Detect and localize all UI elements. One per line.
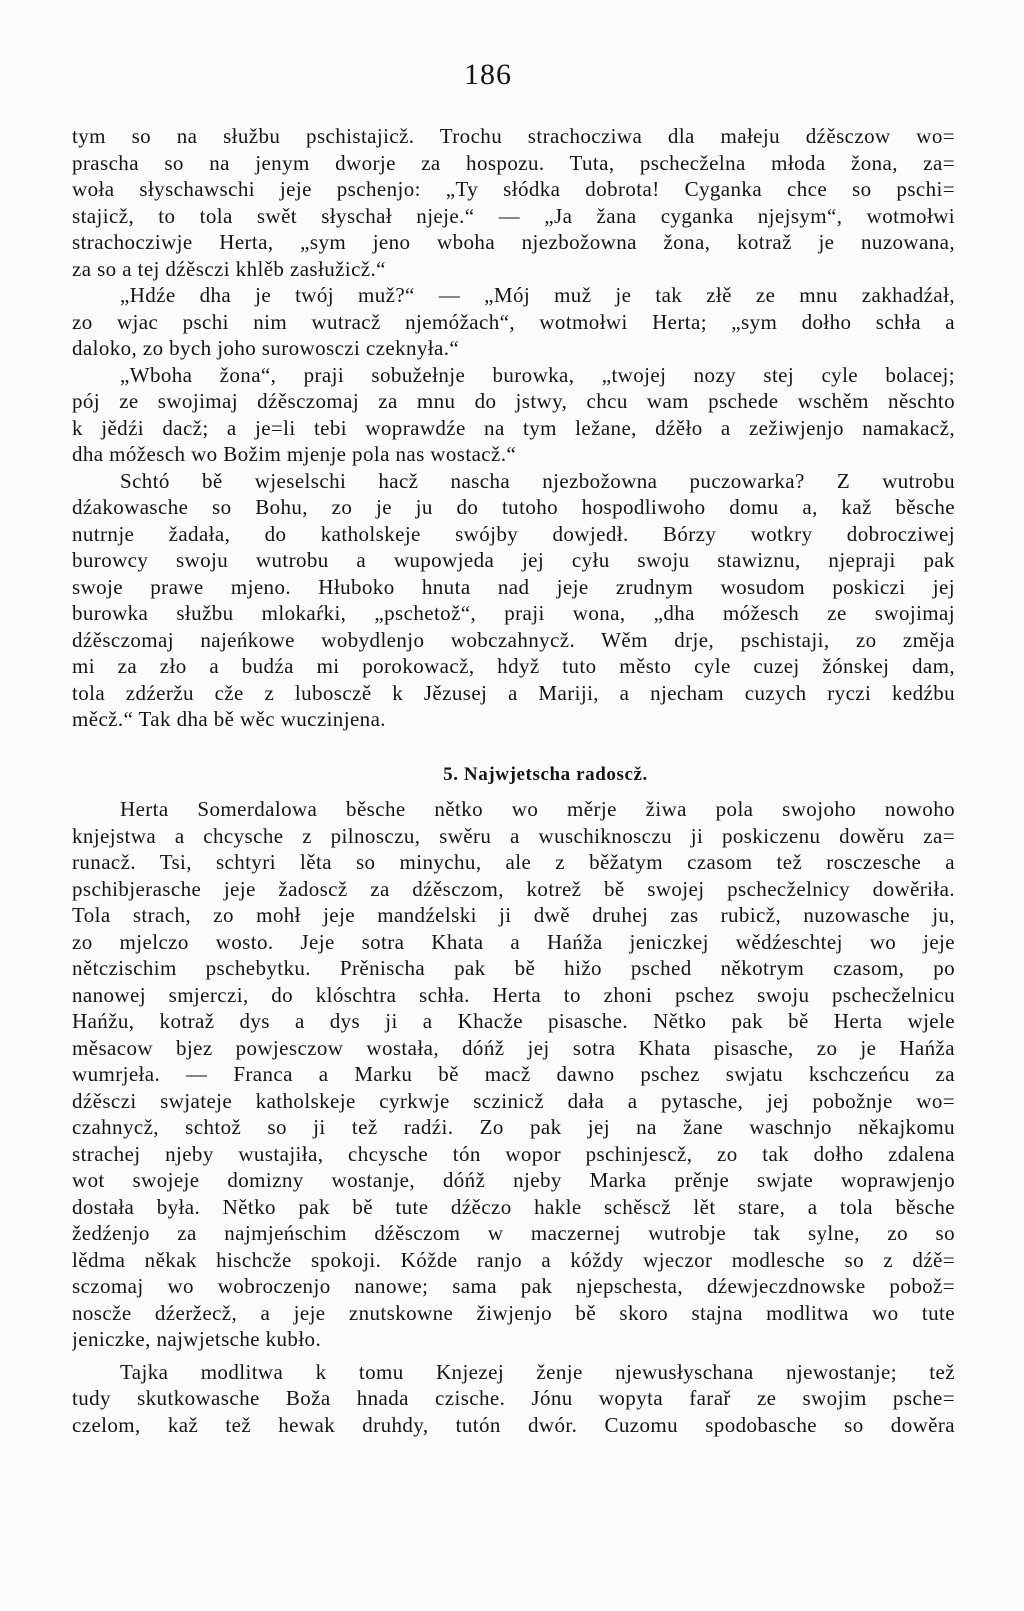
text-line: za so a tej dźěsczi khlěb zasłužicž.“ (72, 256, 386, 281)
paragraph (72, 123, 955, 282)
text-line: dźěsczi swjateje katholskeje cyrkwje sczinicž dała a pytasche, jej pobožnje wo= (72, 1088, 955, 1113)
text-line: zo mjelczo wosto. Jeje sotra Khata a Hańža jeniczkej wědźeschtej wo jeje (72, 929, 955, 954)
text-line: Tajka modlitwa k tomu Knjezej ženje njewusłyschana njewostanje; tež (120, 1359, 955, 1384)
text-line: nanowej smjerczi, do klóschtra schła. Herta to zhoni pschez swoju pschecželnicu (72, 982, 955, 1007)
text-line: Tola strach, zo mohł jeje mandźelski ji dwě druhej zas rubicž, nuzowasche ju, (72, 903, 955, 927)
text-line: Herta Somerdalowa běsche nětko wo měrje žiwa pola swojoho nowoho (120, 797, 955, 821)
text-line: burowcy swoju wutrobu a wupowjeda jej cyłu swoju stawiznu, njepraji pak (72, 548, 955, 572)
text-line: žedźenjo za najmjeńschim dźěsczom w maczernej wutrobje tak sylne, zo so (72, 1221, 955, 1245)
text-line: noscže dźeržecž, a jeje znutskowne žiwjenjo bě skoro stajna modlitwa wo tute (72, 1300, 955, 1325)
text-line: dźakowasche so Bohu, zo je ju do tutoho hospodliwoho domu a, kaž běsche (72, 495, 955, 519)
text-line: sczomaj wo wobroczenjo nanowe; sama pak njepschesta, dźewjeczdnowske pobož= (72, 1274, 955, 1298)
text-line: Hańžu, kotraž dys a dys ji a Khacže pisasche. Nětko pak bě Herta wjele (72, 1009, 955, 1033)
paragraph (72, 1359, 955, 1439)
section-heading: 5. Najwjetscha radoscž. (443, 764, 648, 785)
section-text-block (72, 796, 955, 1438)
text-line: dostała była. Nětko pak bě tute dźěczo hakle schěscž lět stare, a tola běsche (72, 1194, 955, 1219)
paragraph (72, 362, 955, 468)
text-line: měsacow bjez powjesczow wostała, dóńž jej sotra Khata pisasche, zo je Hańža (72, 1035, 955, 1060)
text-line: dha móžesch wo Božim mjenje pola nas wostacž.“ (72, 442, 517, 466)
text-line: nutrnje žadała, do katholskeje swójby dowjedł. Bórzy wotkry dobrocziwej (72, 521, 955, 546)
text-line: woła słyschawschi jeje pschenjo: „Ty słódka dobrota! Cyganka chce so pschi= (72, 177, 955, 201)
text-line: zo wjac pschi nim wutracž njemóžach“, wotmołwi Herta; „sym dołho schła a (72, 309, 955, 334)
text-line: czelom, kaž tež hewak druhdy, tutón dwór. Cuzomu spodobasche so dowěra (72, 1412, 955, 1437)
text-line: „Hdźe dha je twój muž?“ — „Mój muž je tak złě ze mnu zakhadźał, (120, 283, 955, 307)
text-line: tola zdźeržu cže z lubosczě k Jězusej a Mariji, a njecham cuzych ryczi kedźbu (72, 680, 955, 705)
text-line: strachej njeby wustajiła, chcysche tón wopor pschinjescž, zo tak dołho zdalena (72, 1141, 955, 1166)
text-line: mi za zło a budźa mi porokowacž, hdyž tuto město cyle cuzej žónskej dam, (72, 654, 955, 678)
text-line: wot swojeje domizny wostanje, dóńž njeby Marka prěnje swjate woprawjenjo (72, 1168, 955, 1192)
text-line: pschibjerasche jeje žadoscž za dźěsczom, kotrež bě swojej pschecželnicy dowěriła. (72, 876, 955, 901)
text-line: stajicž, to tola swět słyschał njeje.“ — „Ja žana cyganka njejsym“, wotmołwi (72, 203, 955, 228)
text-line: tudy skutkowasche Boža hnada czische. Jónu wopyta farař ze swojim psche= (72, 1386, 955, 1410)
text-line: pój ze swojimaj dźěsczomaj za mnu do jstwy, chcu wam pschede wschěm něschto (72, 389, 955, 413)
text-line: jeniczke, najwjetsche kubło. (72, 1327, 322, 1351)
paragraph (72, 282, 955, 362)
text-line: „Wboha žona“, praji sobužełnje burowka, „twojej nozy stej cyle bolacej; (120, 362, 955, 387)
text-line: Schtó bě wjeselschi hacž nascha njezbožowna puczowarka? Z wutrobu (120, 468, 955, 493)
text-line: runacž. Tsi, schtyri lěta so minychu, ale z běžatym czasom tež rosczesche a (72, 850, 955, 874)
text-block (72, 123, 955, 733)
text-line: lědma někak hischcže spokoji. Kóžde ranjo a kóždy wjeczor modlesche so z dźě= (72, 1247, 955, 1272)
text-line: czahnycž, schtož so ji tež radźi. Zo pak jej na žane waschnjo někajkomu (72, 1115, 955, 1139)
text-line: tym so na słužbu pschistajicž. Trochu strachocziwa dla małeju dźěsczow wo= (72, 124, 955, 148)
text-line: nětczischim pschebytku. Prěnischa pak bě hižo psched někotrym czasom, po (72, 956, 955, 980)
text-line: daloko, zo bych joho surowosczi czeknyła.“ (72, 336, 460, 360)
text-line: dźěsczomaj najeńkowe wobydlenjo wobczahnycž. Wěm drje, pschistaji, zo změja (72, 627, 955, 652)
text-line: wumrjeła. — Franca a Marku bě macž dawno pschez swjatu kschczeńcu za (72, 1062, 955, 1086)
text-line: měcž.“ Tak dha bě wěc wuczinjena. (72, 707, 386, 731)
text-line: burowka słužbu mlokaŕki, „pschetož“, praji wona, „dha móžesch ze swojimaj (72, 601, 955, 625)
paragraph (72, 468, 955, 733)
text-line: k jědźi dacž; a je=li tebi woprawdźe na tym ležane, dźěło a zežiwjenjo namakacž, (72, 415, 955, 440)
text-line: knjejstwa a chcysche z pilnosczu, swěru a wuschiknosczu ji poskiczenu dowěru za= (72, 823, 955, 848)
page-number: 186 (464, 58, 512, 91)
text-line: swoje prawe mjeno. Hłuboko hnuta nad jeje zrudnym wosudom poskiczi jej (72, 574, 955, 599)
text-line: strachocziwje Herta, „sym jeno wboha njezbožowna žona, kotraž je nuzowana, (72, 230, 955, 254)
paragraph (72, 796, 955, 1353)
text-line: prascha so na jenym dworje za hospozu. Tuta, pschecželna młoda žona, za= (72, 150, 955, 175)
